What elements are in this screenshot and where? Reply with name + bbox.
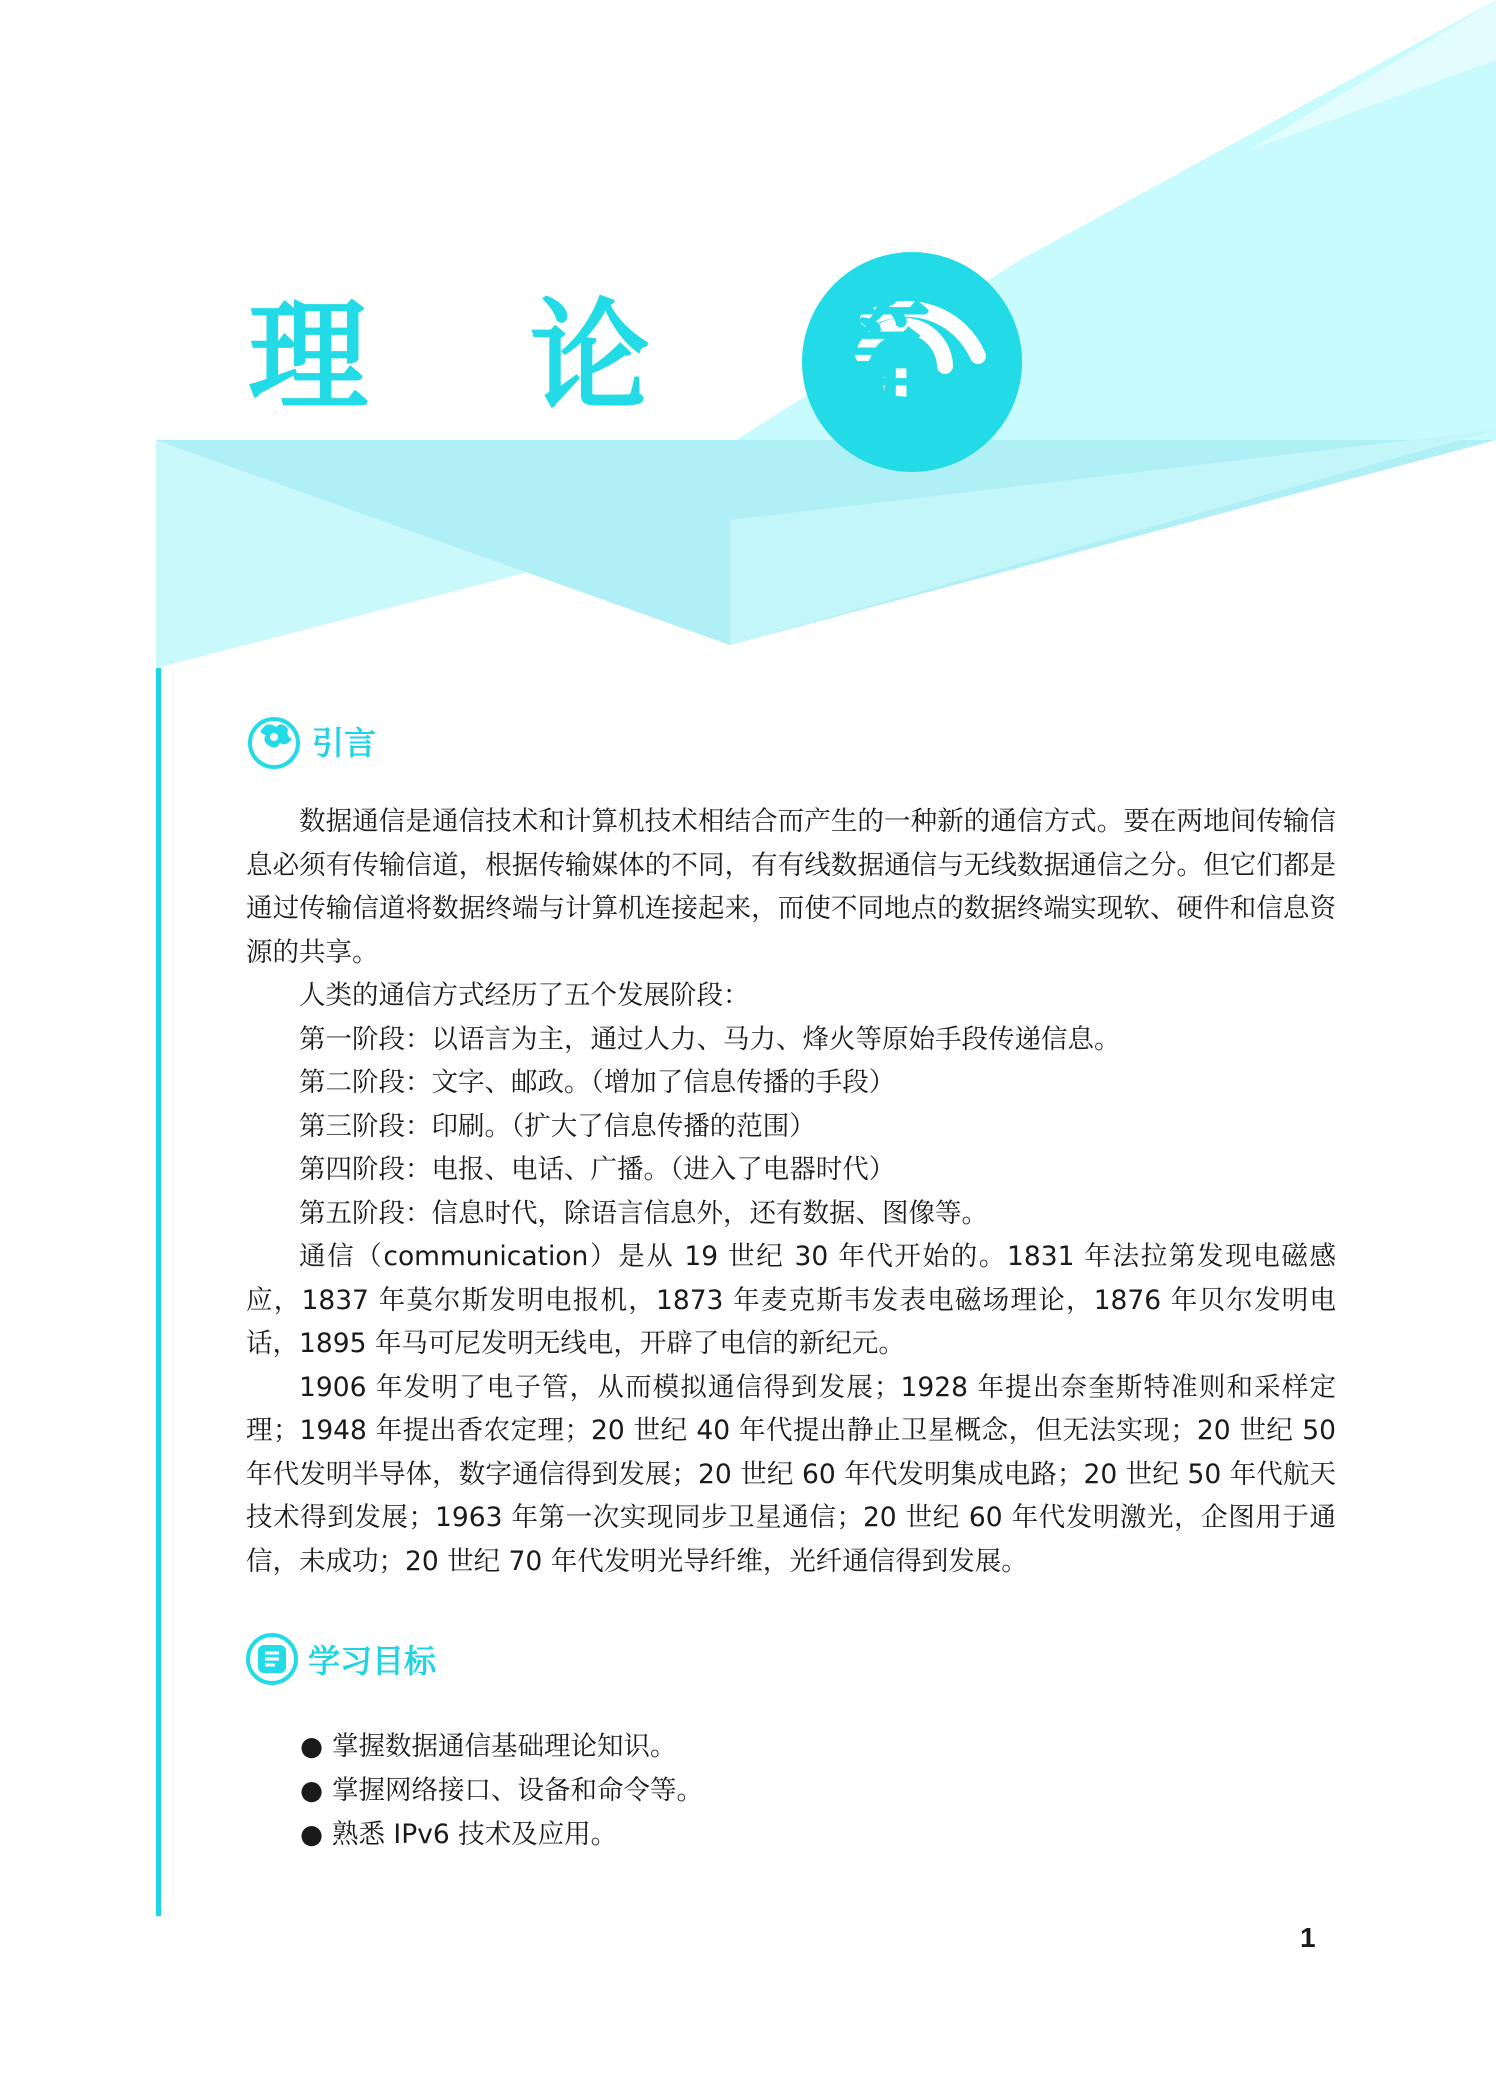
goal-text: 掌握网络接口、设备和命令等。 bbox=[332, 1775, 703, 1806]
puzzle-icon bbox=[244, 709, 304, 773]
intro-heading-label: 引言 bbox=[312, 724, 377, 762]
goals-heading bbox=[244, 1624, 436, 1694]
left-margin-rule bbox=[156, 668, 161, 1916]
learning-goals-list bbox=[300, 1725, 703, 1857]
bullet-icon: ● bbox=[300, 1731, 324, 1762]
goal-text: 熟悉 IPv6 技术及应用。 bbox=[332, 1819, 618, 1850]
goal-item bbox=[300, 1725, 703, 1769]
intro-body bbox=[246, 800, 1336, 1583]
history-paragraph-1: 通信（communication）是从 19 世纪 30 年代开始的。1831 年法拉第发现电磁感应，1837 年莫尔斯发明电报机，1873 年麦克斯韦发表电磁场理论，1876 年贝尔发明电话，1895 年马可尼发明无线电，开辟了电信的新纪元。 bbox=[246, 1241, 1336, 1359]
bullet-icon: ● bbox=[300, 1775, 324, 1806]
stage-item-5: 第五阶段：信息时代，除语言信息外，还有数据、图像等。 bbox=[299, 1197, 988, 1229]
stage-item-4: 第四阶段：电报、电话、广播。（进入了电器时代） bbox=[299, 1154, 896, 1185]
intro-heading bbox=[244, 706, 376, 776]
bullet-icon: ● bbox=[300, 1819, 324, 1850]
target-badge-icon bbox=[244, 1629, 300, 1689]
goals-heading-label: 学习目标 bbox=[308, 1642, 437, 1680]
goal-text: 掌握数据通信基础理论知识。 bbox=[332, 1731, 677, 1762]
part-title: 理 论 篇 bbox=[248, 288, 992, 427]
goal-item bbox=[300, 1813, 703, 1857]
stage-item-1: 第一阶段：以语言为主，通过人力、马力、烽火等原始手段传递信息。 bbox=[299, 1023, 1121, 1055]
stage-item-3: 第三阶段：印刷。（扩大了信息传播的范围） bbox=[299, 1110, 816, 1142]
stage-item-2: 第二阶段：文字、邮政。（增加了信息传播的手段） bbox=[299, 1067, 896, 1098]
history-paragraph-2: 1906 年发明了电子管，从而模拟通信得到发展；1928 年提出奈奎斯特准则和采样定理；1948 年提出香农定理；20 世纪 40 年代提出静止卫星概念，但无法实现；20 世纪 50 年代发明半导体，数字通信得到发展；20 世纪 60 年代发明集成电路；20 世纪 50 年代航天技术得到发展；1963 年第一次实现同步卫星通信；20 世纪 60 年代发明激光，企图用于通信，未成功；20 世纪 70 年代发明光导纤维，光纤通信得到发展。 bbox=[246, 1371, 1336, 1577]
goal-item bbox=[300, 1769, 703, 1813]
intro-paragraph-1: 数据通信是通信技术和计算机技术相结合而产生的一种新的通信方式。要在两地间传输信息必须有传输信道，根据传输媒体的不同，有有线数据通信与无线数据通信之分。但它们都是通过传输信道将数据终端与计算机连接起来，而使不同地点的数据终端实现软、硬件和信息资源的共享。 bbox=[246, 806, 1336, 968]
intro-paragraph-2: 人类的通信方式经历了五个发展阶段： bbox=[299, 980, 750, 1011]
page-number: 1 bbox=[1300, 1922, 1316, 1953]
